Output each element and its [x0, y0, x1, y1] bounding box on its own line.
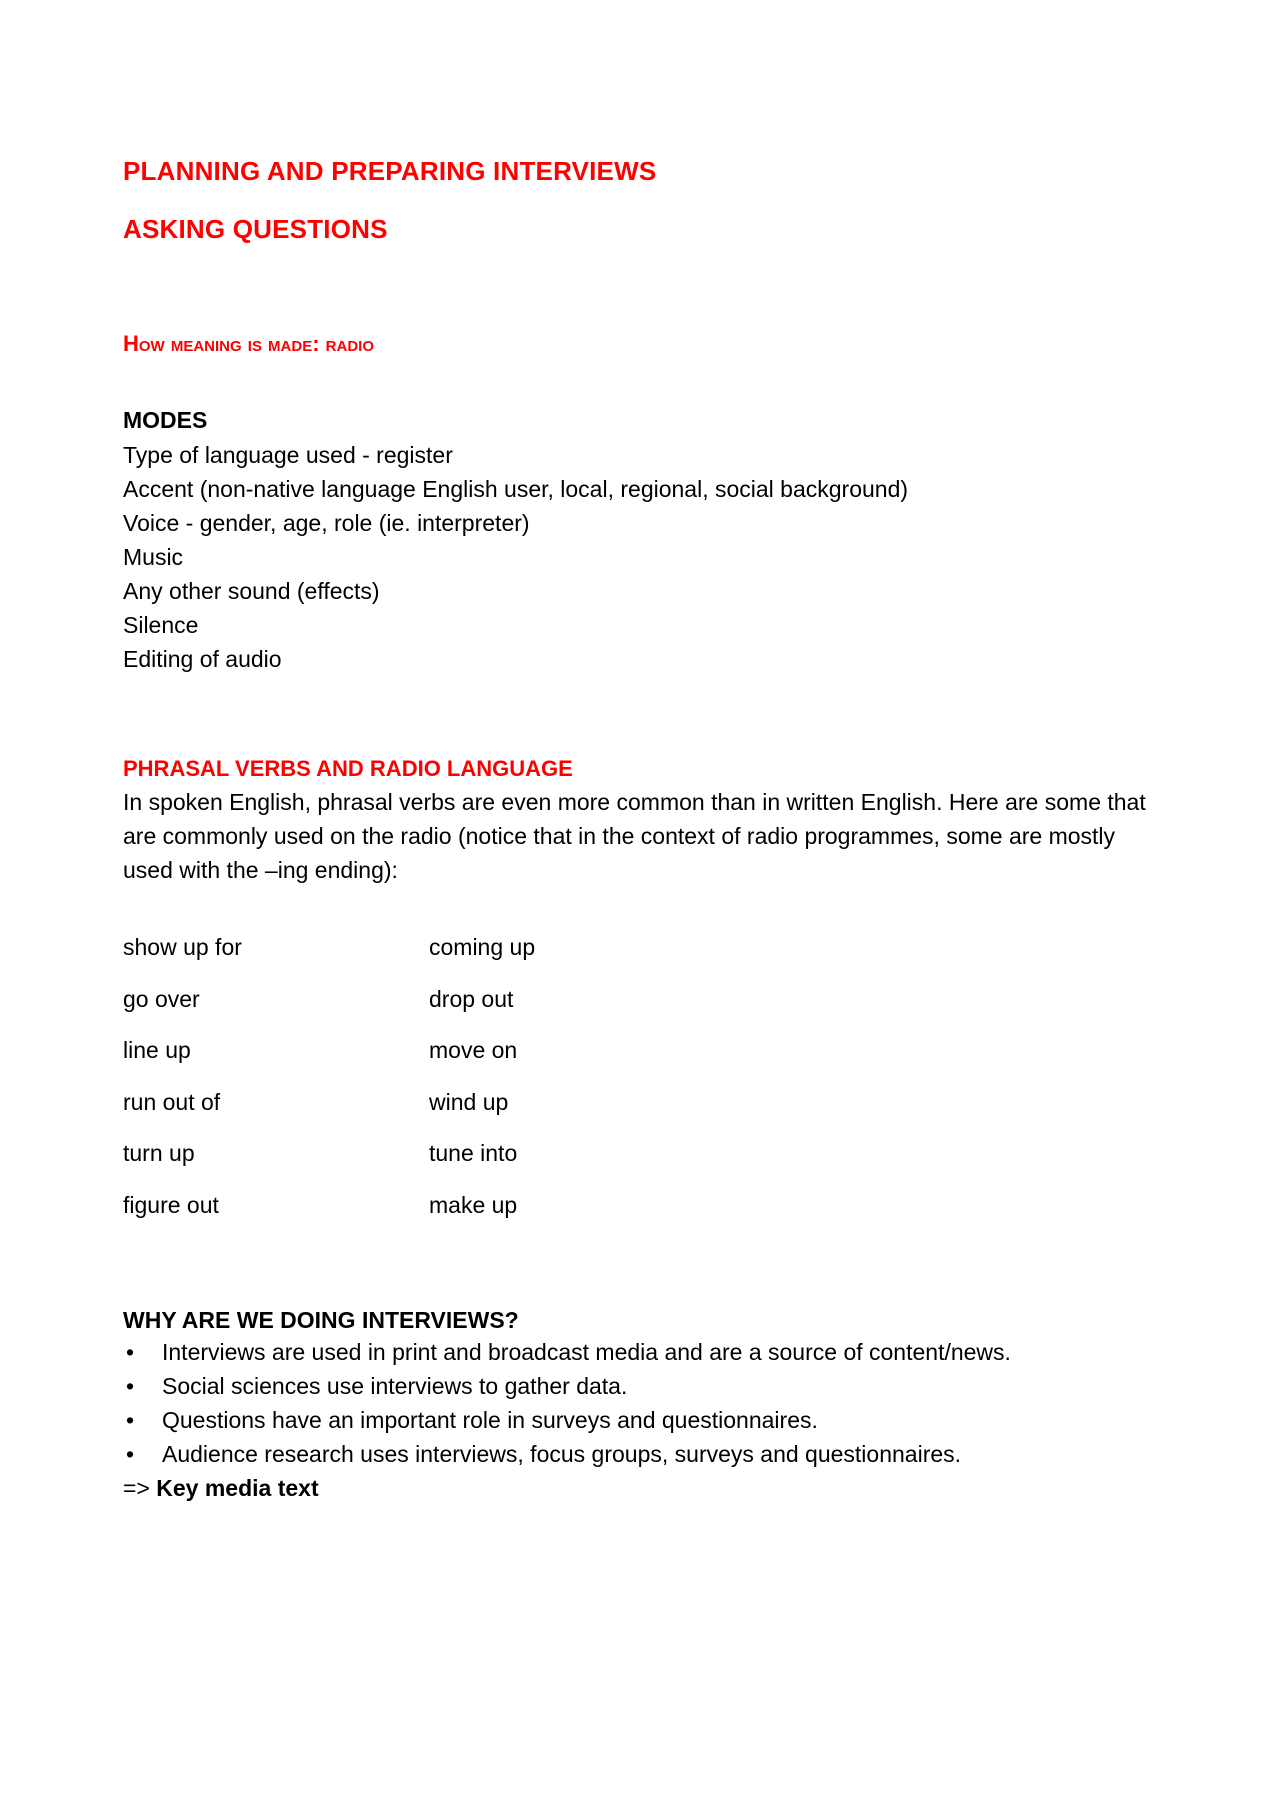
list-item: [123, 1437, 1011, 1471]
list-item: Voice - gender, age, role (ie. interpreter): [123, 510, 530, 536]
document-title: PLANNING AND PREPARING INTERVIEWS: [123, 156, 657, 186]
table-row: [123, 1128, 535, 1180]
why-bullet-list: [123, 1335, 1011, 1471]
table-cell: run out of: [123, 1088, 221, 1115]
list-item: Editing of audio: [123, 646, 282, 672]
table-row: [123, 1180, 535, 1232]
table-cell: drop out: [429, 985, 514, 1012]
list-item: [123, 1369, 1011, 1403]
bullet-icon: •: [126, 1373, 135, 1399]
table-cell: move on: [429, 1037, 518, 1064]
list-item-text: Audience research uses interviews, focus groups, surveys and questionnaires.: [162, 1441, 962, 1467]
table-row: [123, 1077, 535, 1129]
list-item: [123, 1403, 1011, 1437]
table-cell: go over: [123, 985, 200, 1012]
why-interviews-heading: WHY ARE WE DOING INTERVIEWS?: [123, 1307, 519, 1333]
list-item: Any other sound (effects): [123, 578, 380, 604]
bullet-icon: •: [126, 1407, 135, 1433]
table-cell: make up: [429, 1191, 518, 1218]
phrasal-intro-paragraph: In spoken English, phrasal verbs are even more common than in written English. Here are some that are commonly used on the radio (notice that in the context of radio programmes, some are mostly used with the –ing ending):: [123, 789, 1146, 883]
table-cell: wind up: [429, 1088, 509, 1115]
section-heading-phrasal-verbs: PHRASAL VERBS AND RADIO LANGUAGE: [123, 756, 573, 781]
table-row: [123, 922, 535, 974]
table-row: [123, 974, 535, 1026]
bullet-icon: •: [126, 1441, 135, 1467]
table-row: [123, 1025, 535, 1077]
document-subtitle: ASKING QUESTIONS: [123, 214, 388, 244]
bullet-icon: •: [126, 1339, 135, 1365]
key-media-text-line: [123, 1471, 319, 1505]
list-item-text: Social sciences use interviews to gather data.: [162, 1373, 628, 1399]
list-item-text: Questions have an important role in surveys and questionnaires.: [162, 1407, 818, 1433]
table-cell: turn up: [123, 1140, 195, 1167]
table-cell: show up for: [123, 934, 242, 961]
table-cell: line up: [123, 1037, 191, 1064]
modes-list: [123, 438, 908, 676]
arrow-text: =>: [123, 1475, 157, 1501]
table-cell: coming up: [429, 934, 536, 961]
list-item: Music: [123, 544, 184, 570]
phrasal-verbs-table: [123, 922, 535, 1231]
table-cell: tune into: [429, 1140, 518, 1167]
key-media-text: Key media text: [156, 1475, 319, 1501]
list-item: Silence: [123, 612, 199, 638]
list-item: Type of language used - register: [123, 442, 453, 468]
list-item: Accent (non-native language English user, local, regional, social background): [123, 476, 909, 502]
list-item-text: Interviews are used in print and broadcast media and are a source of content/news.: [162, 1339, 1011, 1365]
section-heading-how-meaning: How meaning is made: radio: [123, 331, 374, 356]
list-item: [123, 1335, 1011, 1369]
modes-heading: MODES: [123, 407, 208, 433]
table-cell: figure out: [123, 1191, 219, 1218]
